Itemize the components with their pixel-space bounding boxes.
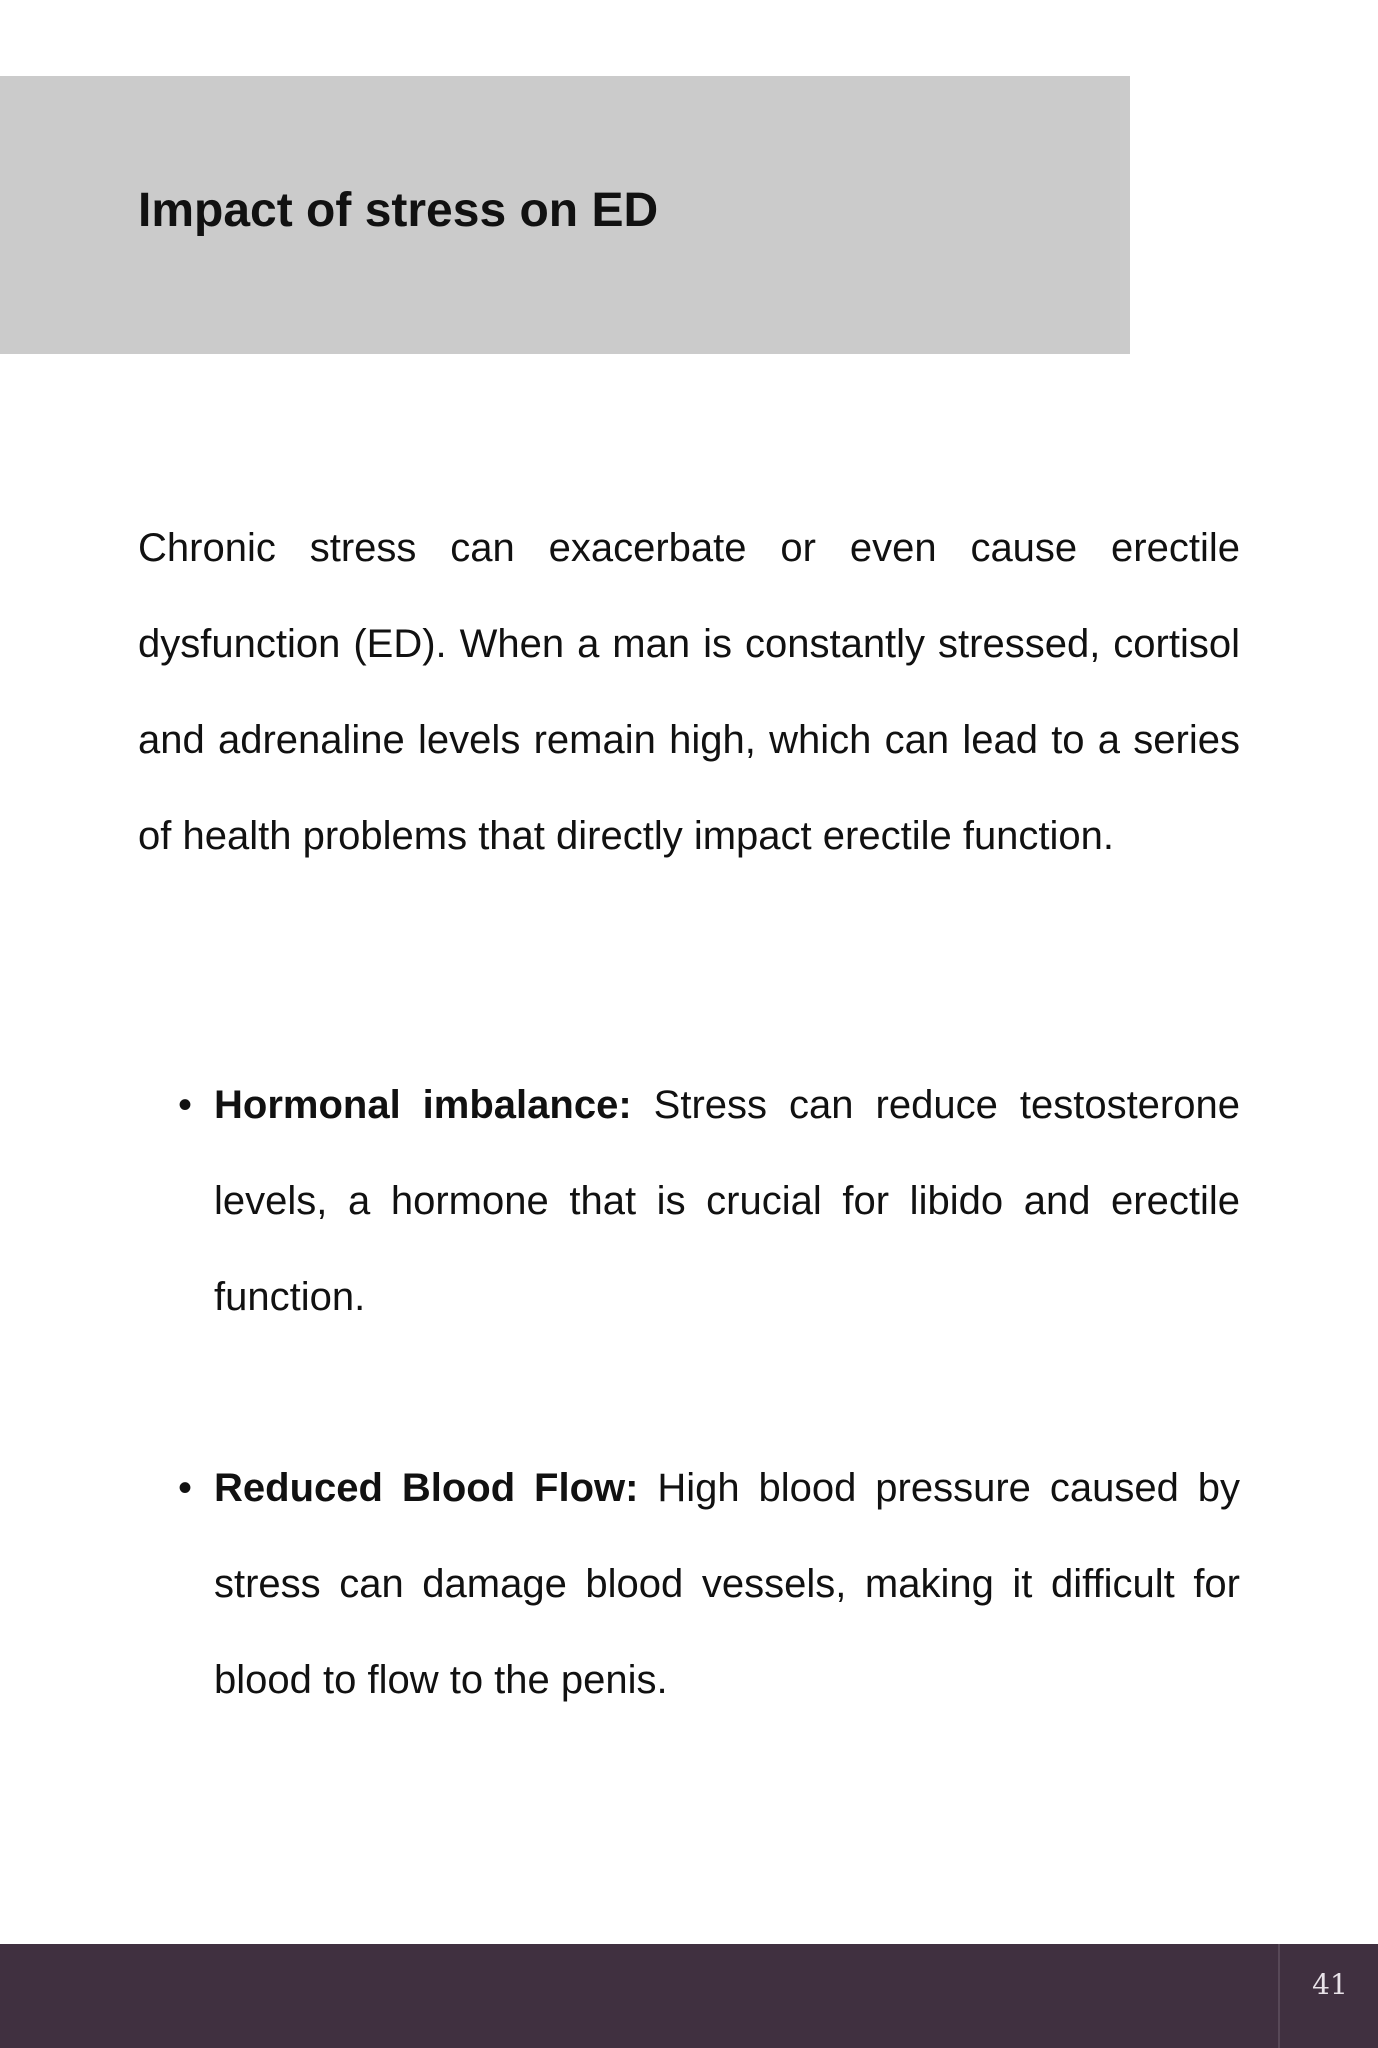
footer-bar <box>0 1944 1378 2048</box>
bullet-term: Reduced Blood Flow: <box>214 1466 639 1510</box>
intro-paragraph: Chronic stress can exacerbate or even cause erectile dysfunction (ED). When a man is constantly stressed, cortisol and adrenaline levels remain high, which can lead to a series of health problems that directly impact erectile function. <box>138 526 1240 858</box>
footer-divider <box>1278 1944 1280 2048</box>
bullet-term: Hormonal imbalance: <box>214 1083 632 1127</box>
bullet-dot-icon: • <box>178 1083 193 1127</box>
list-item <box>138 1440 1240 1728</box>
bullet-text: Stress can reduce testosterone levels, a hormone that is crucial for libido and erectile function. <box>214 1083 1240 1319</box>
bullet-dot-icon: • <box>178 1466 193 1510</box>
list-item <box>138 1057 1240 1345</box>
bullet-text: High blood pressure caused by stress can damage blood vessels, making it difficult for blood to flow to the penis. <box>214 1466 1240 1702</box>
page-title: Impact of stress on ED <box>138 184 659 237</box>
page-number: 41 <box>1312 1968 1348 2001</box>
bullet-list <box>138 1057 1240 1728</box>
